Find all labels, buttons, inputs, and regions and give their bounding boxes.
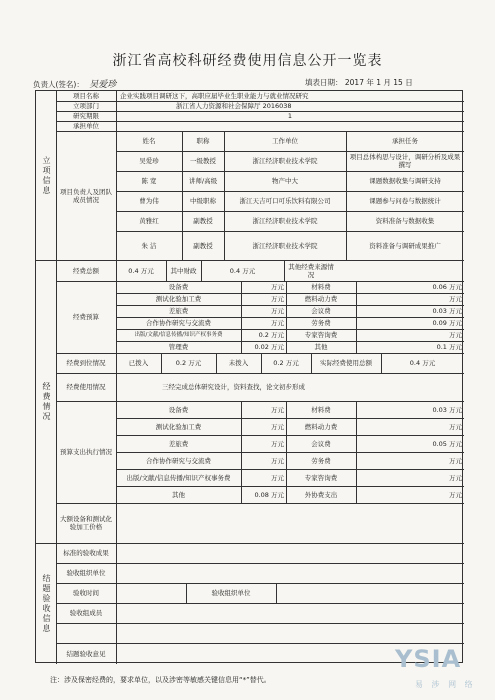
- equipment-label: 大额设备和测试化验加工价格: [60, 515, 112, 531]
- spent-item-label: 测试化验加工费: [155, 422, 202, 431]
- spent-item-label: 劳务费: [311, 456, 331, 465]
- info-table: [35, 90, 463, 663]
- budget-item-label: 专家咨询费: [304, 331, 338, 339]
- budget-item-value: 万元: [271, 307, 284, 315]
- budget-item-label: 其他: [314, 343, 328, 351]
- budget-item-value: 0.03 万元: [432, 307, 462, 315]
- budget-item-label: 测试化验加工费: [155, 295, 202, 303]
- team-member-name: 朱 洁: [141, 241, 157, 250]
- budget-item-label: 会议费: [311, 307, 331, 315]
- team-member-title: 副教授: [193, 217, 213, 225]
- budget-item-label: 出版/文献/信息传播/知识产权事务费: [134, 332, 223, 338]
- leader-line: [33, 77, 116, 90]
- project-source-label: 立项部门: [73, 102, 99, 110]
- team-member-name: 吴爱珍: [139, 157, 159, 165]
- budget-item-value: 万元: [271, 283, 284, 291]
- team-member-title: 中级职称: [190, 197, 216, 205]
- use-label: 经费使用情况: [66, 383, 106, 391]
- gov-label: 其中财政: [170, 266, 197, 275]
- spent-item-label: 差旅费: [168, 439, 189, 448]
- spent-item-label: 出版/文献/信息传播/知识产权事务费: [126, 473, 231, 482]
- spent-item-label: 会议费: [311, 439, 331, 448]
- results-label: 标准的验收成果: [63, 549, 109, 557]
- budget-item-label: 差旅费: [168, 307, 189, 315]
- budget-item-value: 0.2 万元: [258, 331, 284, 339]
- spent-item-value: 0.08 万元: [254, 490, 284, 499]
- spent-item-label: 设备费: [168, 405, 189, 414]
- spent-item-value: 万元: [449, 422, 462, 431]
- team-member-name: 黄雅红: [139, 217, 159, 225]
- budget-item-label: 材料费: [311, 283, 331, 291]
- team-member-name: 曹为伟: [139, 197, 159, 205]
- budget-item-value: 万元: [449, 331, 462, 339]
- team-member-task: 项目总体构思与设计，调研分析及成果撰写: [349, 153, 461, 169]
- leader-signature: 吴爱珍: [89, 80, 117, 90]
- arrived-value: 0.2 万元: [175, 359, 202, 367]
- team-header-unit: 工作单位: [272, 137, 298, 145]
- spent-item-value: 万元: [271, 456, 284, 465]
- other-source-label: 其他经费来源情况: [288, 262, 334, 279]
- budget-label: 经费预算: [73, 313, 99, 321]
- spent-item-value: 0.05 万元: [432, 439, 462, 448]
- budget-item-label: 燃料动力费: [304, 295, 338, 303]
- gov-value: 0.4 万元: [229, 266, 256, 275]
- section-acceptance-info: 结题验收信息: [42, 573, 51, 634]
- arrived-label: 已拨入: [128, 359, 149, 367]
- date-label: 填表日期：: [305, 78, 343, 87]
- project-period-value: 1: [287, 112, 293, 120]
- project-name-label: 项目名称: [73, 92, 99, 100]
- spent-item-value: 0.03 万元: [432, 405, 462, 414]
- watermark-logo: [395, 645, 490, 695]
- budget-item-value: 万元: [271, 295, 284, 303]
- page-title: 浙江省高校科研经费使用信息公开一览表: [112, 53, 383, 69]
- team-member-title: 副教授: [193, 241, 213, 250]
- project-name-value: 企业实践项目调研这下，高职应届毕业生职业能力与就业情况研究: [120, 92, 309, 100]
- spent-item-label: 专家咨询费: [304, 473, 338, 482]
- budget-item-label: 管理费: [168, 343, 189, 351]
- spent-item-label: 其他: [172, 490, 185, 499]
- team-member-unit: 物产中大: [272, 177, 298, 185]
- budget-item-value: 0.09 万元: [432, 319, 462, 327]
- team-member-unit: 浙江经济职业技术学院: [252, 241, 318, 250]
- budget-item-label: 合作协作研究与交流费: [146, 319, 211, 327]
- budget-item-label: 劳务费: [311, 319, 331, 327]
- team-member-unit: 浙江经济职业技术学院: [252, 217, 318, 225]
- team-member-unit: 浙江经济职业技术学院: [252, 157, 318, 165]
- acceptance-org-label: 验收组织单位: [211, 589, 251, 597]
- spent-item-value: 万元: [271, 439, 284, 448]
- spent-item-value: 万元: [271, 422, 284, 431]
- use-value: 三经完成总体研究设计，资料查找，论文初步形成: [162, 383, 305, 391]
- acceptance-dept-label: 验收组织单位: [66, 569, 106, 577]
- acceptance-conclusion-label: 结题验收意见: [66, 649, 106, 658]
- budget-item-value: 万元: [449, 295, 462, 303]
- team-member-task: 资料准备与数据收集: [375, 217, 435, 225]
- section-project-info: 立项信息: [42, 155, 51, 196]
- team-member-task: 课题数据收集与调研支持: [369, 177, 441, 185]
- spent-label: 预算支出执行情况: [60, 448, 112, 456]
- project-period-label: 研究期限: [73, 112, 99, 120]
- team-label: 项目负责人及团队成员情况: [60, 188, 112, 204]
- logo-text: YSIA: [395, 645, 462, 673]
- acceptance-time-label: 验收时间: [73, 589, 99, 597]
- pending-value: 0.2 万元: [273, 359, 299, 367]
- spent-item-value: 万元: [271, 405, 284, 414]
- actual-label: 实际经费使用总额: [320, 359, 372, 367]
- total-value: 0.4 万元: [128, 266, 154, 275]
- team-header-name: 姓名: [142, 137, 156, 145]
- spent-item-value: 万元: [449, 456, 462, 465]
- project-unit-label: 承担单位: [73, 122, 99, 130]
- budget-item-value: 0.06 万元: [432, 283, 462, 291]
- team-header-task: 承担任务: [392, 137, 418, 145]
- project-source-value: 浙江省人力资源和社会保障厅 2016038: [176, 102, 292, 110]
- spent-item-label: 合作协作研究与交流费: [146, 456, 211, 465]
- logo-subtext: 易 涉 网 络: [415, 680, 476, 689]
- spent-item-label: 外协费支出: [304, 490, 338, 499]
- team-header-title: 职称: [196, 137, 210, 145]
- spent-item-value: 万元: [449, 490, 462, 499]
- team-member-task: 资料准备与调研成果推广: [369, 241, 441, 250]
- footnote: 注：涉及保密经费的，要求单位，以及涉密等敏感关键信息用“*”替代。: [50, 676, 271, 684]
- date-line: [305, 77, 413, 88]
- spent-item-label: 燃料动力费: [304, 422, 338, 431]
- arrival-label: 经费到位情况: [66, 359, 106, 367]
- actual-value: 0.4 万元: [409, 359, 436, 367]
- team-member-task: 课题参与问卷与数据统计: [369, 197, 441, 205]
- pending-label: 未拨入: [228, 359, 249, 367]
- date-value: 2017 年 1 月 15 日: [344, 78, 413, 87]
- budget-item-label: 设备费: [168, 283, 189, 291]
- team-member-name: 陈 宽: [141, 177, 157, 185]
- budget-item-value: 万元: [271, 319, 284, 327]
- spent-item-label: 材料费: [311, 405, 331, 414]
- budget-item-value: 0.1 万元: [436, 343, 462, 351]
- spent-item-value: 万元: [271, 473, 284, 482]
- team-member-title: 一级教授: [190, 157, 216, 165]
- leader-label: 负责人(签名)：: [33, 80, 84, 89]
- team-member-unit: 浙江天吉可口可乐饮料有限公司: [239, 197, 331, 205]
- spent-item-value: 万元: [449, 473, 462, 482]
- team-member-title: 讲师/高级: [188, 177, 218, 185]
- total-label: 经费总额: [73, 266, 99, 275]
- acceptance-experts-label: 验收组成员: [69, 609, 103, 617]
- budget-item-value: 0.02 万元: [254, 343, 284, 351]
- section-expense-info: 经费情况: [42, 381, 51, 422]
